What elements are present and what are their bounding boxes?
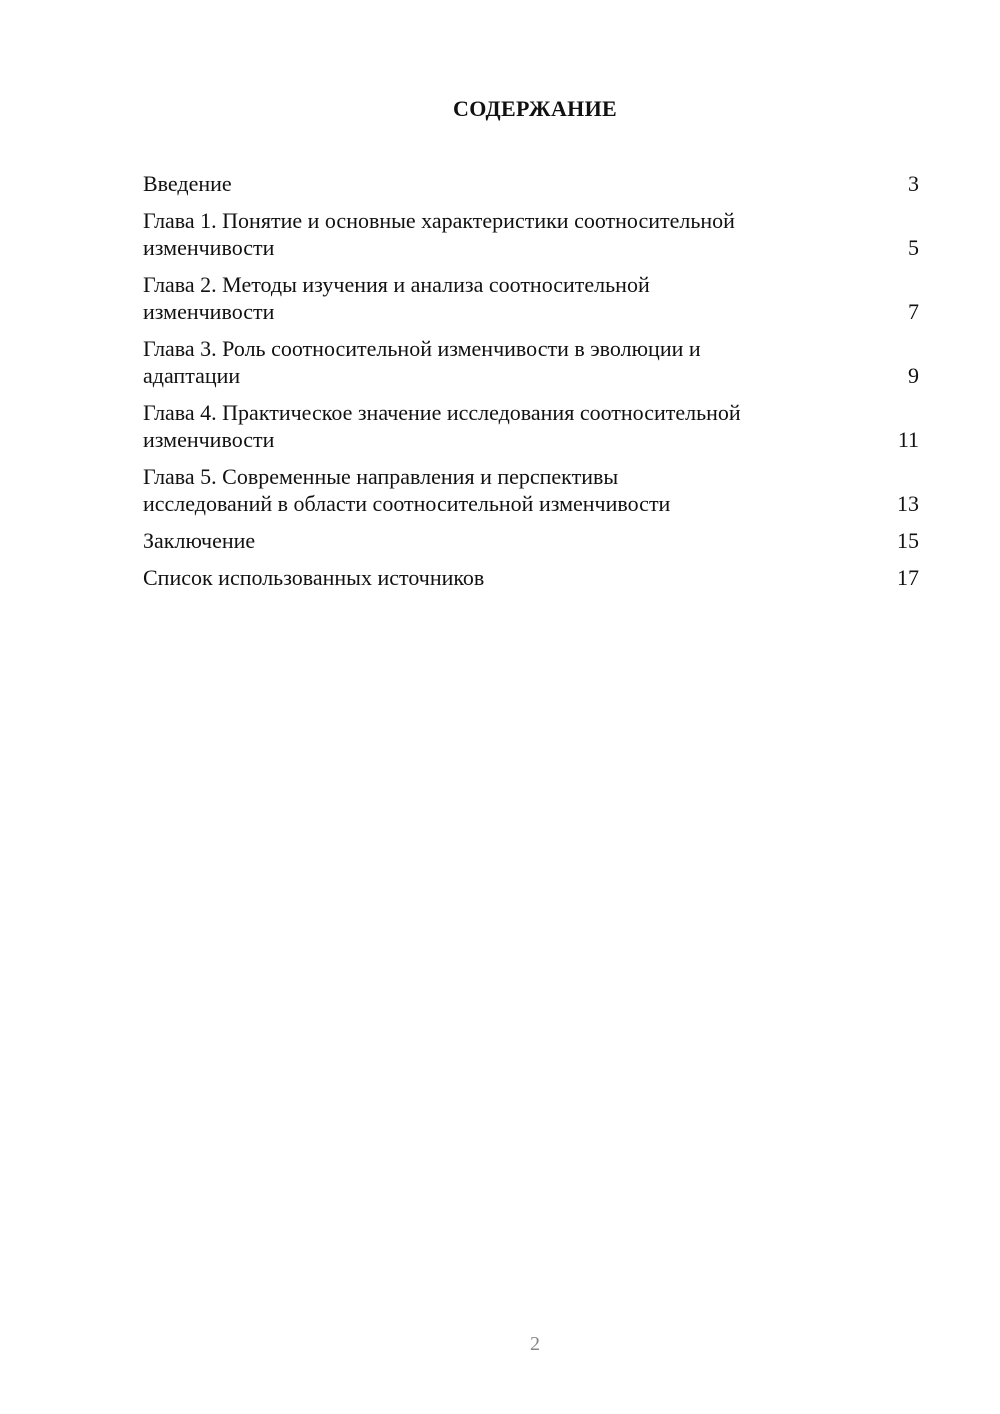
toc-entry-text: Глава 2. Методы изучения и анализа соотносительной изменчивости — [143, 272, 650, 324]
toc-entry-chapter-3 — [143, 335, 919, 389]
toc-entry-page: 15 — [897, 528, 919, 553]
toc-entry-text: Глава 5. Современные направления и перспективы исследований в области соотносительной изменчивости — [143, 464, 671, 516]
toc-entry-chapter-2 — [143, 271, 919, 325]
toc-heading: СОДЕРЖАНИЕ — [453, 96, 617, 121]
toc-entry-references — [143, 564, 919, 591]
toc-entry-page: 13 — [897, 491, 919, 516]
toc-entry-page: 17 — [897, 565, 919, 590]
toc-entry-page: 9 — [908, 363, 919, 388]
toc-entry-conclusion — [143, 527, 919, 554]
toc-entry-introduction — [143, 170, 919, 197]
toc-entry-text: Введение — [143, 171, 232, 196]
toc-entry-page: 11 — [897, 427, 919, 452]
toc-entry-chapter-5 — [143, 463, 919, 517]
toc-entry-text: Глава 4. Практическое значение исследования соотносительной изменчивости — [143, 400, 741, 452]
toc-entry-text: Заключение — [143, 528, 256, 553]
page-number: 2 — [530, 1333, 540, 1355]
toc-entry-text: Глава 1. Понятие и основные характеристики соотносительной изменчивости — [143, 208, 735, 260]
toc-entry-page: 7 — [908, 299, 919, 324]
toc-entry-text: Глава 3. Роль соотносительной изменчивости в эволюции и адаптации — [143, 336, 701, 388]
toc-entry-chapter-4 — [143, 399, 919, 453]
toc-entry-page: 3 — [908, 171, 919, 196]
table-of-contents — [143, 170, 919, 601]
toc-entry-chapter-1 — [143, 207, 919, 261]
toc-entry-text: Список использованных источников — [143, 565, 485, 590]
toc-entry-page: 5 — [908, 235, 919, 260]
